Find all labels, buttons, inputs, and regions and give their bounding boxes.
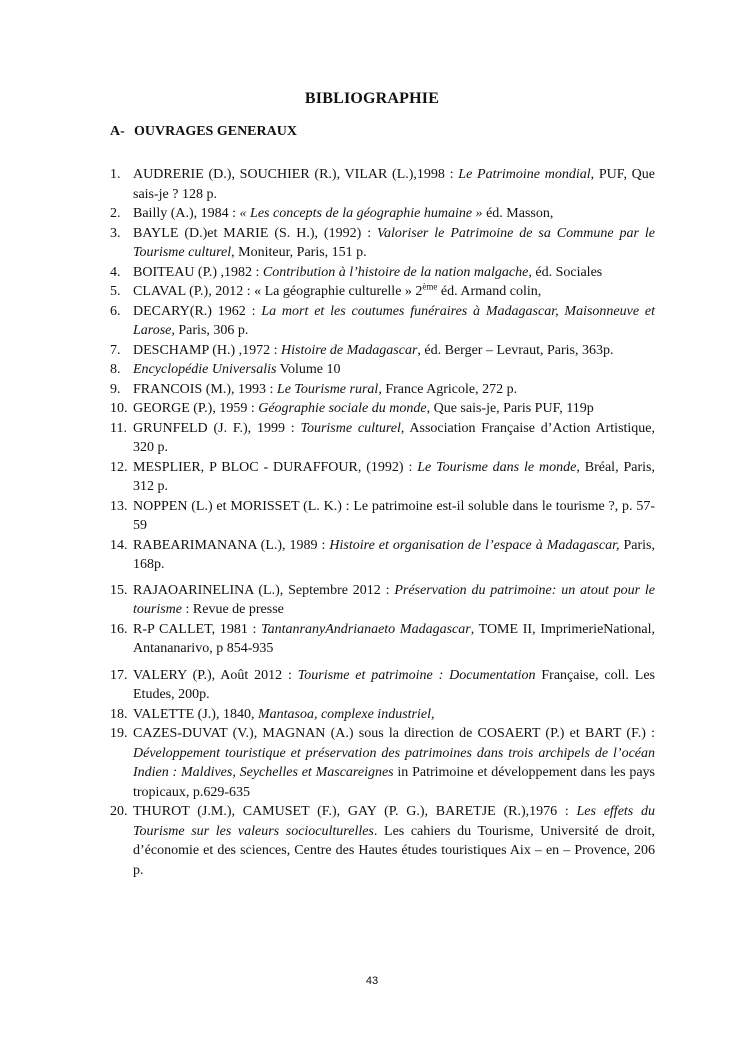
reference-item <box>110 536 655 575</box>
reference-number: 8. <box>110 362 121 377</box>
reference-number: 7. <box>110 342 121 358</box>
reference-item <box>110 282 655 302</box>
reference-title: « Les concepts de la géographie humaine » <box>239 206 483 221</box>
reference-number: 5. <box>110 284 121 299</box>
reference-number: 4. <box>110 264 121 280</box>
reference-text: RABEARIMANANA (L.), 1989 : <box>133 537 330 553</box>
reference-text: CAZES-DUVAT (V.), MAGNAN (A.) sous la direction de COSAERT (P.) et BART (F.) : <box>133 726 655 741</box>
reference-item <box>110 497 655 536</box>
reference-text: GEORGE (P.), 1959 : <box>133 401 259 416</box>
reference-number: 1. <box>110 167 121 182</box>
reference-text: . Les cahiers du Tourisme, Université de droit, d’économie et des sciences, Centre des Hautes études touristiques Aix – en – Provence, 206 p. <box>133 823 655 878</box>
reference-text: , France Agricole, 272 p. <box>378 381 518 397</box>
reference-item <box>110 341 655 361</box>
reference-item <box>110 399 655 419</box>
reference-text: Française, coll. Les Etudes, 200p. <box>133 667 655 702</box>
reference-text: DECARY(R.) 1962 : <box>133 303 262 319</box>
reference-text: BOITEAU (P.) ,1982 : <box>133 264 263 280</box>
reference-text: , Moniteur, Paris, 151 p. <box>231 245 367 260</box>
reference-text: NOPPEN (L.) et MORISSET (L. K.) : Le patrimoine est-il soluble dans le tourisme ?, p. 57-59 <box>133 498 655 533</box>
reference-item <box>110 620 655 659</box>
reference-item <box>110 666 655 705</box>
reference-number: 18. <box>110 706 128 722</box>
section-title: OUVRAGES GENERAUX <box>134 124 297 139</box>
reference-item <box>110 581 655 620</box>
reference-title: TantanranyAndrianaeto Madagascar <box>261 621 471 637</box>
reference-item <box>110 302 655 341</box>
reference-title: Histoire et organisation de l’espace à Madagascar, <box>329 537 620 553</box>
reference-title: Les effets du Tourisme sur les valeurs socioculturelles <box>133 804 655 839</box>
reference-text: VALETTE (J.), 1840, <box>133 706 258 722</box>
reference-item <box>110 165 655 204</box>
reference-number: 14. <box>110 537 128 553</box>
reference-number: 2. <box>110 206 121 221</box>
reference-title: Histoire de Madagascar <box>281 342 418 358</box>
reference-text: : Revue de presse <box>182 602 284 617</box>
reference-text: CLAVAL (P.), 2012 : « La géographie culturelle » 2 <box>133 284 423 299</box>
reference-number: 10. <box>110 401 128 416</box>
page-title: BIBLIOGRAPHIE <box>304 90 440 107</box>
reference-title: Encyclopédie Universalis <box>133 362 277 377</box>
reference-text: Bailly (A.), 1984 : <box>133 206 240 221</box>
reference-number: 15. <box>110 582 128 598</box>
reference-number: 11. <box>110 420 127 436</box>
section-label: A- <box>110 124 125 139</box>
reference-item <box>110 802 655 880</box>
reference-text: Paris, 306 p. <box>174 323 249 338</box>
reference-item <box>110 724 655 802</box>
reference-text: AUDRERIE (D.), SOUCHIER (R.), VILAR (L.),1998 : <box>133 167 459 182</box>
reference-number: 19. <box>110 726 128 741</box>
page-number: 43 <box>365 975 379 987</box>
reference-text: , PUF, Que sais-je ? 128 p. <box>133 167 656 202</box>
reference-title: Le Patrimoine mondial <box>458 167 591 182</box>
reference-title: Développement touristique et préservation des patrimoines dans trois archipels de l’océan Indien : Maldives, Seychelles et Mascareignes <box>133 745 655 780</box>
reference-number: 16. <box>110 621 128 637</box>
reference-text: Paris, 168p. <box>133 537 655 572</box>
reference-title: Tourisme et patrimoine : Documentation <box>297 667 536 683</box>
reference-title: Le Tourisme dans le monde <box>417 459 577 475</box>
reference-item <box>110 705 655 725</box>
reference-superscript: ème <box>422 281 438 292</box>
reference-item <box>110 360 655 380</box>
reference-text: Volume 10 <box>276 362 341 377</box>
reference-list <box>110 165 655 880</box>
reference-title: Valoriser le Patrimoine de sa Commune par le Tourisme culturel <box>133 225 655 260</box>
reference-item <box>110 224 655 263</box>
reference-title: La mort et les coutumes funéraires à Madagascar, Maisonneuve et Larose, <box>133 303 655 338</box>
reference-text: DESCHAMP (H.) ,1972 : <box>133 342 282 358</box>
reference-item <box>110 458 655 497</box>
reference-text: GRUNFELD (J. F.), 1999 : <box>133 420 301 436</box>
reference-number: 3. <box>110 225 121 241</box>
reference-title: Le Tourisme rural <box>276 381 379 397</box>
reference-text: , Association Française d’Action Artistique, 320 p. <box>133 420 656 455</box>
reference-text: THUROT (J.M.), CAMUSET (F.), GAY (P. G.), BARETJE (R.),1976 : <box>133 804 577 819</box>
reference-text: BAYLE (D.)et MARIE (S. H.), (1992) : <box>133 225 378 241</box>
reference-title: Géographie sociale du monde <box>258 401 427 416</box>
reference-text: , Que sais-je, Paris PUF, 119p <box>426 401 594 416</box>
reference-item <box>110 263 655 283</box>
reference-number: 6. <box>110 303 121 319</box>
reference-title: Tourisme culturel <box>300 420 401 436</box>
reference-text: in Patrimoine et développement dans les pays tropicaux, p.629-635 <box>133 765 655 800</box>
reference-text: , éd. Sociales <box>528 264 603 280</box>
reference-title: Mantasoa, complexe industriel, <box>257 706 435 722</box>
reference-text: éd. Armand colin, <box>437 284 542 299</box>
reference-text: , TOME II, ImprimerieNational, Antananarivo, p 854-935 <box>133 621 655 656</box>
reference-number: 9. <box>110 381 121 397</box>
reference-number: 12. <box>110 459 128 475</box>
reference-number: 13. <box>110 498 128 514</box>
reference-text: MESPLIER, P BLOC - DURAFFOUR, (1992) : <box>133 459 418 475</box>
reference-text: FRANCOIS (M.), 1993 : <box>133 381 277 397</box>
reference-text: éd. Masson, <box>482 206 554 221</box>
reference-text: R-P CALLET, 1981 : <box>133 621 262 637</box>
reference-text: , éd. Berger – Levraut, Paris, 363p. <box>417 342 614 358</box>
reference-item <box>110 204 655 224</box>
reference-text: VALERY (P.), Août 2012 : <box>133 667 298 683</box>
reference-item <box>110 419 655 458</box>
reference-number: 20. <box>110 804 128 819</box>
section-heading <box>110 124 297 140</box>
reference-item <box>110 380 655 400</box>
reference-title: Préservation du patrimoine: un atout pour le tourisme <box>133 582 655 617</box>
reference-text: RAJAOARINELINA (L.), Septembre 2012 : <box>133 582 395 598</box>
reference-number: 17. <box>110 667 128 683</box>
reference-title: Contribution à l’histoire de la nation malgache <box>262 264 529 280</box>
reference-text: , Bréal, Paris, 312 p. <box>133 459 655 494</box>
